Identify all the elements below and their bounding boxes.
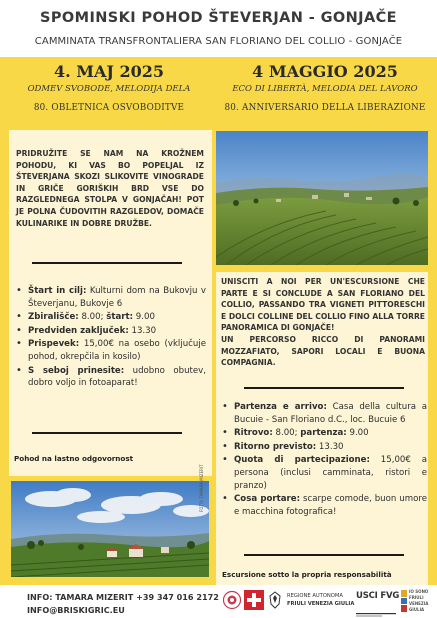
- italian-intro-text-2: UN PERCORSO RICCO DI PANORAMI MOZZAFIATO, SAPORI LOCALI E BUONA COMPAGNIA.: [221, 334, 425, 368]
- iosono-logo-text-3: VENEZIA: [409, 601, 429, 606]
- usci-logo-underline: [356, 603, 396, 608]
- italian-responsibility: Escursione sotto la propria responsabilità: [222, 570, 392, 579]
- page-title: SPOMINSKI POHOD ŠTEVERJAN - GONJAČE: [40, 10, 397, 26]
- village-illustration: [11, 481, 209, 577]
- list-item: • Ritorno previsto: 13.30: [222, 441, 427, 454]
- region-logo-text-2: FRIULI VENEZIA GIULIA: [287, 601, 355, 607]
- italian-date: 4 MAGGIO 2025: [252, 62, 398, 81]
- slovene-intro: PRIDRUŽITE SE NAM NA KROŽNEM POHODU, KI VAS BO POPELJAL IZ ŠTEVERJANA SKOZI SLIKOVITE VINOGRADE IN GRIČE GORIŠKIH BRD VSE DO RAZGLEDNEGA STOLPA V GONJAČAH! POT JE POLNA ČUDOVITIH RAZGLEDOV, DOMAČE KULINARIKE IN DOBRE DRUŽBE.: [16, 149, 204, 228]
- iosono-logo-icon: [401, 590, 407, 612]
- list-item: • Partenza e arrivo: Casa della cultura a Bucuie - San Floriano d.C., loc. Bucuie 6: [222, 401, 427, 426]
- vineyard-illustration: [216, 131, 428, 265]
- slovene-details-list: [16, 285, 206, 391]
- page-subtitle: CAMMINATA TRANSFRONTALIERA SAN FLORIANO DEL COLLIO - GONJAČE: [34, 36, 403, 47]
- iosono-logo-text-4: GIULIA: [409, 607, 425, 612]
- iosono-logo-text-1: IO SONO: [409, 589, 429, 594]
- divider: [32, 432, 182, 434]
- slovene-date: 4. MAJ 2025: [53, 62, 165, 81]
- red-cross-logo-icon: [244, 590, 264, 610]
- list-item: • Predviden zaključek: 13.30: [16, 325, 206, 338]
- divider: [244, 554, 404, 556]
- list-item: • S seboj prinesite: udobno obutev, dobro voljo in fotoaparat!: [16, 365, 206, 390]
- region-logo-text-1: REGIONE AUTONOMA: [287, 593, 343, 599]
- iosono-logo-text-2: FRIULI: [409, 595, 424, 600]
- info-email-link[interactable]: INFO@BRISKIGRIC.EU: [27, 605, 125, 615]
- italian-details-list: [222, 401, 427, 519]
- list-item: • Ritrovo: 8.00; partenza: 9.00: [222, 427, 427, 440]
- shield-logo-icon: [223, 590, 241, 610]
- usci-logo-text: USCI FVG: [356, 591, 400, 601]
- italian-intro-text: UNISCITI A NOI PER UN'ESCURSIONE CHE PARTE E SI CONCLUDE A SAN FLORIANO DEL COLLIO, PASSANDO TRA VIGNETI PITTORESCHI E DOLCI COLLINE DEL COLLIO FINO ALLA TORRE PANORAMICA DI GONJAČE!: [221, 277, 425, 333]
- list-item: • Štart in cilj: Kulturni dom na Bukovju v Števerjanu, Bukovje 6: [16, 285, 206, 310]
- list-item: • Prispevek: 15,00€ na osebo (vključuje pohod, okrepčila in kosilo): [16, 338, 206, 363]
- list-item: • Zbirališče: 8.00; štart: 9.00: [16, 311, 206, 324]
- slovene-anniversary: 80. OBLETNICA OSVOBODITVE: [33, 103, 185, 113]
- italian-intro: [221, 276, 425, 369]
- header: [0, 0, 437, 57]
- italian-anniversary: 80. ANNIVERSARIO DELLA LIBERAZIONE: [224, 103, 426, 113]
- slovene-motto: ODMEV SVOBODE, MELODIJA DELA: [27, 84, 191, 94]
- region-eagle-logo-icon: [268, 590, 282, 610]
- slovene-responsibility: Pohod na lastno odgovornost: [14, 454, 134, 463]
- photo-credit: FOTO: TAMARA MIZERIT: [199, 464, 204, 512]
- list-item: • Cosa portare: scarpe comode, buon umore e macchina fotografica!: [222, 493, 427, 518]
- divider: [244, 387, 404, 389]
- list-item: • Quota di partecipazione: 15,00€ a persona (inclusi camminata, ristori e pranzo): [222, 454, 427, 492]
- vineyard-photo: [216, 131, 428, 265]
- village-photo: [11, 481, 209, 577]
- italian-date-block: [220, 62, 430, 113]
- divider: [32, 262, 182, 264]
- slovene-date-block: [8, 62, 210, 113]
- info-phone: INFO: TAMARA MIZERIT +39 347 016 2172: [27, 592, 219, 602]
- italian-motto: ECO DI LIBERTÀ, MELODIA DEL LAVORO: [232, 84, 418, 94]
